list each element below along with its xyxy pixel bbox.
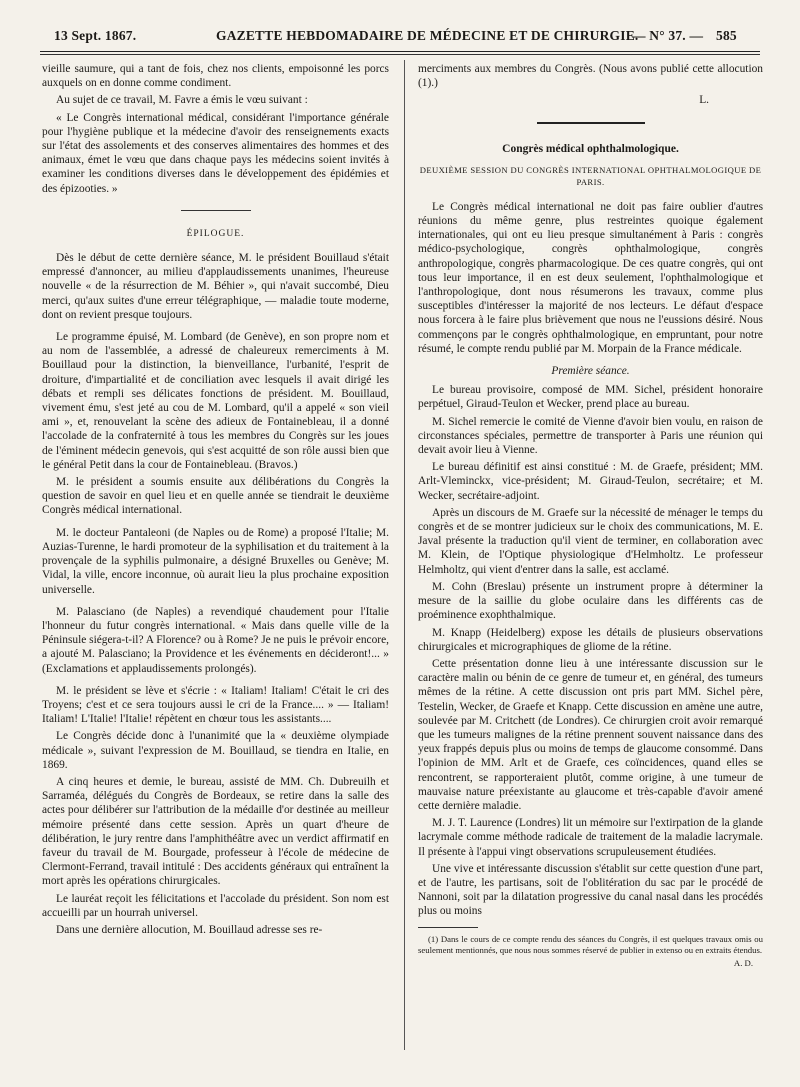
paragraph-graefe: Après un discours de M. Graefe sur la nécessité de ménager le temps du congrès et de se montrer judicieux sur le choix des communications, M. E. Javal présente la traduction qu'il vient de terminer, en collaboration avec M. Klein, de l'Optique physiologique d'Helmholtz. Le professeur Helmholtz, qui vient d'entrer dans la salle, est acclamé. [418, 506, 763, 576]
paragraph-vive: Une vive et intéressante discussion s'établit sur cette question d'une part, et de l'autre, les partisans, soit de l'oblitération du sac par le procédé de Nannoni, soit par la dilatation progressive du canal nasal dans les procédés plus ou moins [418, 862, 763, 918]
paragraph-soumis: M. le président a soumis ensuite aux délibérations du Congrès la question de savoir en quel lieu et en quelle année se tiendrait le deuxième Congrès médical international. [42, 476, 389, 517]
paragraph-definitif: Le bureau définitif est ainsi constitué : M. de Graefe, président; MM. Arlt-Vleminckx, vice-président; M. Giraud-Teulon, secrétaire; et M. Wecker, secrétaire-adjoint. [418, 461, 763, 502]
paragraph-palasciano: M. Palasciano (de Naples) a revendiqué chaudement pour l'Italie l'honneur du futur congrès international. « Mais dans quelle ville de la Péninsule siégera-t-il? A Florence? ou à Rome? Je ne puis le prévoir encore, a ajouté M. Palasciano; la Providence et les événements en décideront!... » (Exclamations et applaudissements prolongés). [42, 605, 389, 675]
paragraph-sichel: M. Sichel remercie le comité de Vienne d'avoir bien voulu, en raison de circonstances spéciales, permettre de transporter à Paris une réunion qui devait avoir lieu à Vienne. [418, 415, 763, 457]
paragraph-favre: Au sujet de ce travail, M. Favre a émis le vœu suivant : [56, 94, 308, 107]
left-column [42, 62, 389, 940]
right-column [418, 62, 763, 970]
paragraph-bureau: Le bureau provisoire, composé de MM. Sichel, président honoraire perpétuel, Giraud-Teulon et Wecker, prend place au bureau. [418, 384, 763, 411]
section-divider [181, 210, 251, 211]
footnote: (1) Dans le cours de ce compte rendu des séances du Congrès, il est quelques travaux omis ou seulement mentionnés, que nous nous sommes réservé de publier in extenso ou en extraits étendus. [418, 933, 763, 955]
header-rule [40, 51, 760, 52]
column-divider [404, 60, 405, 1050]
thick-divider [537, 122, 645, 124]
paragraph-knapp: M. Knapp (Heidelberg) expose les détails de plusieurs observations chirurgicales et micrographiques de gliome de la rétine. [418, 626, 763, 653]
paragraph-italiam: M. le président se lève et s'écrie : « Italiam! Italiam! C'était le cri des Troyens; c'est et ce sera toujours aussi le cri de la France.... » — Italiam! Italiam! L'Italie! l'Italie! répètent en chœur tous les assistants.... [42, 684, 389, 726]
paragraph-cohn: M. Cohn (Breslau) présente un instrument propre à déterminer la mesure de la saillie du globe oculaire dans les différents cas de proéminence exophthalmique. [418, 580, 763, 622]
paragraph-presentation: Cette présentation donne lieu à une intéressante discussion sur le caractère malin ou bénin de ce genre de tumeur et, en général, des tumeurs mêmes de la rétine. A cette discussion ont pris part MM. Sichel père, Testelin, Wecker, de Graefe et Knapp. Cette discussion en amène une autre, soulevée par M. Critchett (de Londres). Ce chirurgien croit avoir remarqué que les tumeurs malignes de la rétine prennent souvent naissance dans des yeux frappés depuis plus ou moins de temps de glaucome consommé. Dans l'opinion de MM. Arlt et de Graefe, ces coïncidences, quand elles se rencontrent, se rapporteraient plutôt, comme origine, à une tumeur de mauvaise nature préexistante au glaucome et très-capable d'avoir amené cette dernière maladie. [418, 657, 763, 812]
footnote-signature: A. D. [733, 957, 753, 968]
footnote-rule [418, 927, 478, 928]
header-issue: — N° 37. — [632, 28, 704, 43]
header-date: 13 Sept. 1867. [54, 28, 137, 43]
page-header [40, 28, 760, 48]
paragraph-intro: vieille saumure, qui a tant de fois, chez nos clients, empoisonné les porcs auxquels on en donne comme condiment. [42, 63, 389, 90]
section-subtitle: DEUXIÈME SESSION DU CONGRÈS INTERNATIONAL OPHTHALMOLOGIQUE DE PARIS. [419, 164, 762, 187]
header-rule-thin [40, 54, 760, 55]
signature: L. [699, 94, 709, 107]
paragraph-continue: merciments aux membres du Congrès. (Nous avons publié cette allocution (1).) [418, 63, 763, 90]
paragraph-congres: Le Congrès médical international ne doit pas faire oublier d'autres réunions du même genre, plus restreintes quoique également internationales, qui ont eu lieu presque simultanément à Paris : congrès médico-psychologique, congrès ophthalmologique, congrès anthropologique, congrès pharmacologique. De ces quatre congrès, qui ont tous leur importance, il en est deux seulement, l'ophthalmologique et l'anthropologique, dont nous résumerons les travaux, comme plus susceptibles d'intéresser la majorité de nos lecteurs. Le défaut d'espace nous forcera à le faire plus brièvement que nous ne l'eussions désiré. Nous commençons par le congrès ophthalmologique, en empruntant, pour notre résumé, le compte rendu publié par M. Morpain de la France médicale. [418, 200, 763, 355]
paragraph-cinq-heures: A cinq heures et demie, le bureau, assisté de MM. Ch. Dubreuilh et Sarraméa, délégués du Congrès de Bordeaux, se retire dans la salle des actes pour délibérer sur l'attribution de la médaille d'or destinée au meilleur mémoire présenté dans cette session. Après un quart d'heure de délibération, le jury rentre dans l'amphithéâtre avec un verdict affirmatif en faveur du travail de M. Bourgade, professeur à l'école de médecine de Clermont-Ferrand, travail intitulé : Des accidents généraux qui entraînent la mort après les opérations chirurgicales. [42, 775, 389, 888]
paragraph-programme: Le programme épuisé, M. Lombard (de Genève), en son propre nom et au nom de l'assemblée, a adressé de chaleureux remerciments à M. Bouillaud pour la distinction, la bienveillance, l'urbanité, l'esprit de droiture, d'impartialité et de conciliation avec lesquels il avait dirigé les débats et rempli ses délicates fonctions de président. M. Bouillaud, vivement ému, s'est jeté au cou de M. Lombard, qu'il a appelé « son vieil ami », et, renouvelant la scène des adieux de Fontainebleau, il a donné l'accolade de la confraternité à tous les membres du Congrès sur les joues de l'éminent médecin genevois, qui s'est acquitté de son rôle aussi bien que le général Petit dans la cour de Fontainebleau. (Bravos.) [42, 331, 389, 471]
paragraph-quote: « Le Congrès international médical, considérant l'importance générale pour l'hygiène publique et la médecine d'avoir des renseignements exacts sur l'état des assolements et des conserves alimentaires des hommes et des animaux, émet le vœu que dans chaque pays les médecins soient invités à examiner les conditions diverses dans le développement des épidémies et des épizooties. » [42, 111, 389, 195]
header-title: GAZETTE HEBDOMADAIRE DE MÉDECINE ET DE CHIRURGIE. [216, 28, 639, 43]
paragraph-laureat: Le lauréat reçoit les félicitations et l'accolade du président. Son nom est accueilli par un hourrah universel. [42, 892, 389, 919]
seance-title: Première séance. [551, 365, 630, 378]
epilogue-heading: ÉPILOGUE. [186, 228, 245, 239]
paragraph-debut: Dès le début de cette dernière séance, M. le président Bouillaud s'était empressé d'annoncer, au milieu d'applaudissements unanimes, l'heureuse nouvelle « de la résurrection de M. Béhier », qui n'avait succombé, Dieu merci, qu'aux suites d'une erreur télégraphique, — maladie toute moderne, dont on revient presque toujours. [42, 252, 389, 321]
paragraph-laurence: M. J. T. Laurence (Londres) lit un mémoire sur l'extirpation de la glande lacrymale comme méthode radicale de traitement de la maladie lacrymale. Il présente à l'appui vingt observations scrupuleusement étudiées. [418, 817, 763, 858]
paragraph-derniere: Dans une dernière allocution, M. Bouillaud adresse ses re- [56, 923, 323, 936]
paragraph-decide: Le Congrès décide donc à l'unanimité que la « deuxième olympiade médicale », suivant l'expression de M. Bouillaud, se tiendra en Italie, en 1869. [42, 730, 389, 771]
paragraph-pantaleoni: M. le docteur Pantaleoni (de Naples ou de Rome) a proposé l'Italie; M. Auzias-Turenne, le hardi promoteur de la syphilisation et du traitement à la provençale de la syphilis pulmonaire, a désigné Bruxelles ou Genève; M. Vidal, la ville, encore inconnue, où aurait lieu la plus prochaine exposition universelle. [42, 526, 389, 596]
section-title: Congrès médical ophthalmologique. [502, 142, 679, 155]
header-page-number: 585 [716, 28, 737, 43]
